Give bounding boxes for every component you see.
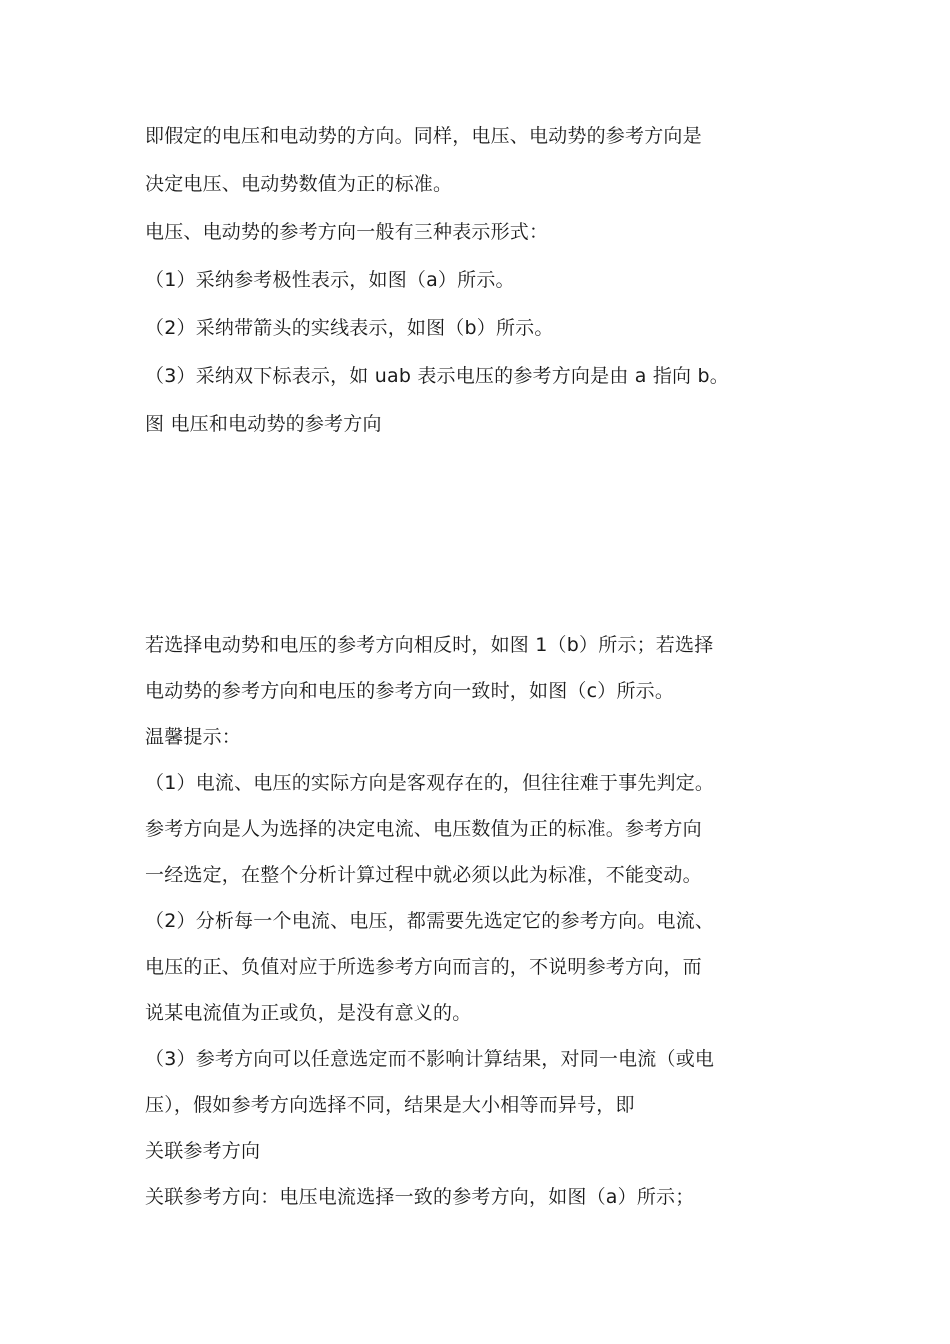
list-item: （3）采纳双下标表示，如 uab 表示电压的参考方向是由 a 指向 b。 [145,365,729,387]
list-item: （3）参考方向可以任意选定而不影响计算结果，对同一电流（或电 [145,1048,715,1070]
paragraph: 电压、电动势的参考方向一般有三种表示形式： [145,221,549,243]
list-item: （1）采纳参考极性表示，如图（a）所示。 [145,269,515,291]
paragraph: 即假定的电压和电动势的方向。同样，电压、电动势的参考方向是 [145,125,702,147]
paragraph: 说某电流值为正或负，是没有意义的。 [145,1002,472,1024]
paragraph: 决定电压、电动势数值为正的标准。 [145,173,453,195]
text-block-reference-direction [145,112,815,448]
figure-caption: 图 电压和电动势的参考方向 [145,413,382,435]
paragraph: 关联参考方向：电压电流选择一致的参考方向，如图（a）所示； [145,1186,695,1208]
list-item: （1）电流、电压的实际方向是客观存在的，但往往难于事先判定。 [145,772,715,794]
paragraph: 电动势的参考方向和电压的参考方向一致时，如图（c）所示。 [145,680,675,702]
tip-heading: 温馨提示： [145,726,242,748]
list-item: （2）采纳带箭头的实线表示，如图（b）所示。 [145,317,554,339]
list-item: （2）分析每一个电流、电压，都需要先选定它的参考方向。电流、 [145,910,715,932]
text-block-tips [145,622,815,1220]
paragraph: 参考方向是人为选择的决定电流、电压数值为正的标准。参考方向 [145,818,702,840]
paragraph: 压），假如参考方向选择不同，结果是大小相等而异号，即 [145,1094,635,1116]
paragraph: 若选择电动势和电压的参考方向相反时，如图 1（b）所示；若选择 [145,634,714,656]
paragraph: 一经选定，在整个分析计算过程中就必须以此为标准，不能变动。 [145,864,702,886]
section-heading: 关联参考方向 [145,1140,261,1162]
paragraph: 电压的正、负值对应于所选参考方向而言的，不说明参考方向，而 [145,956,702,978]
